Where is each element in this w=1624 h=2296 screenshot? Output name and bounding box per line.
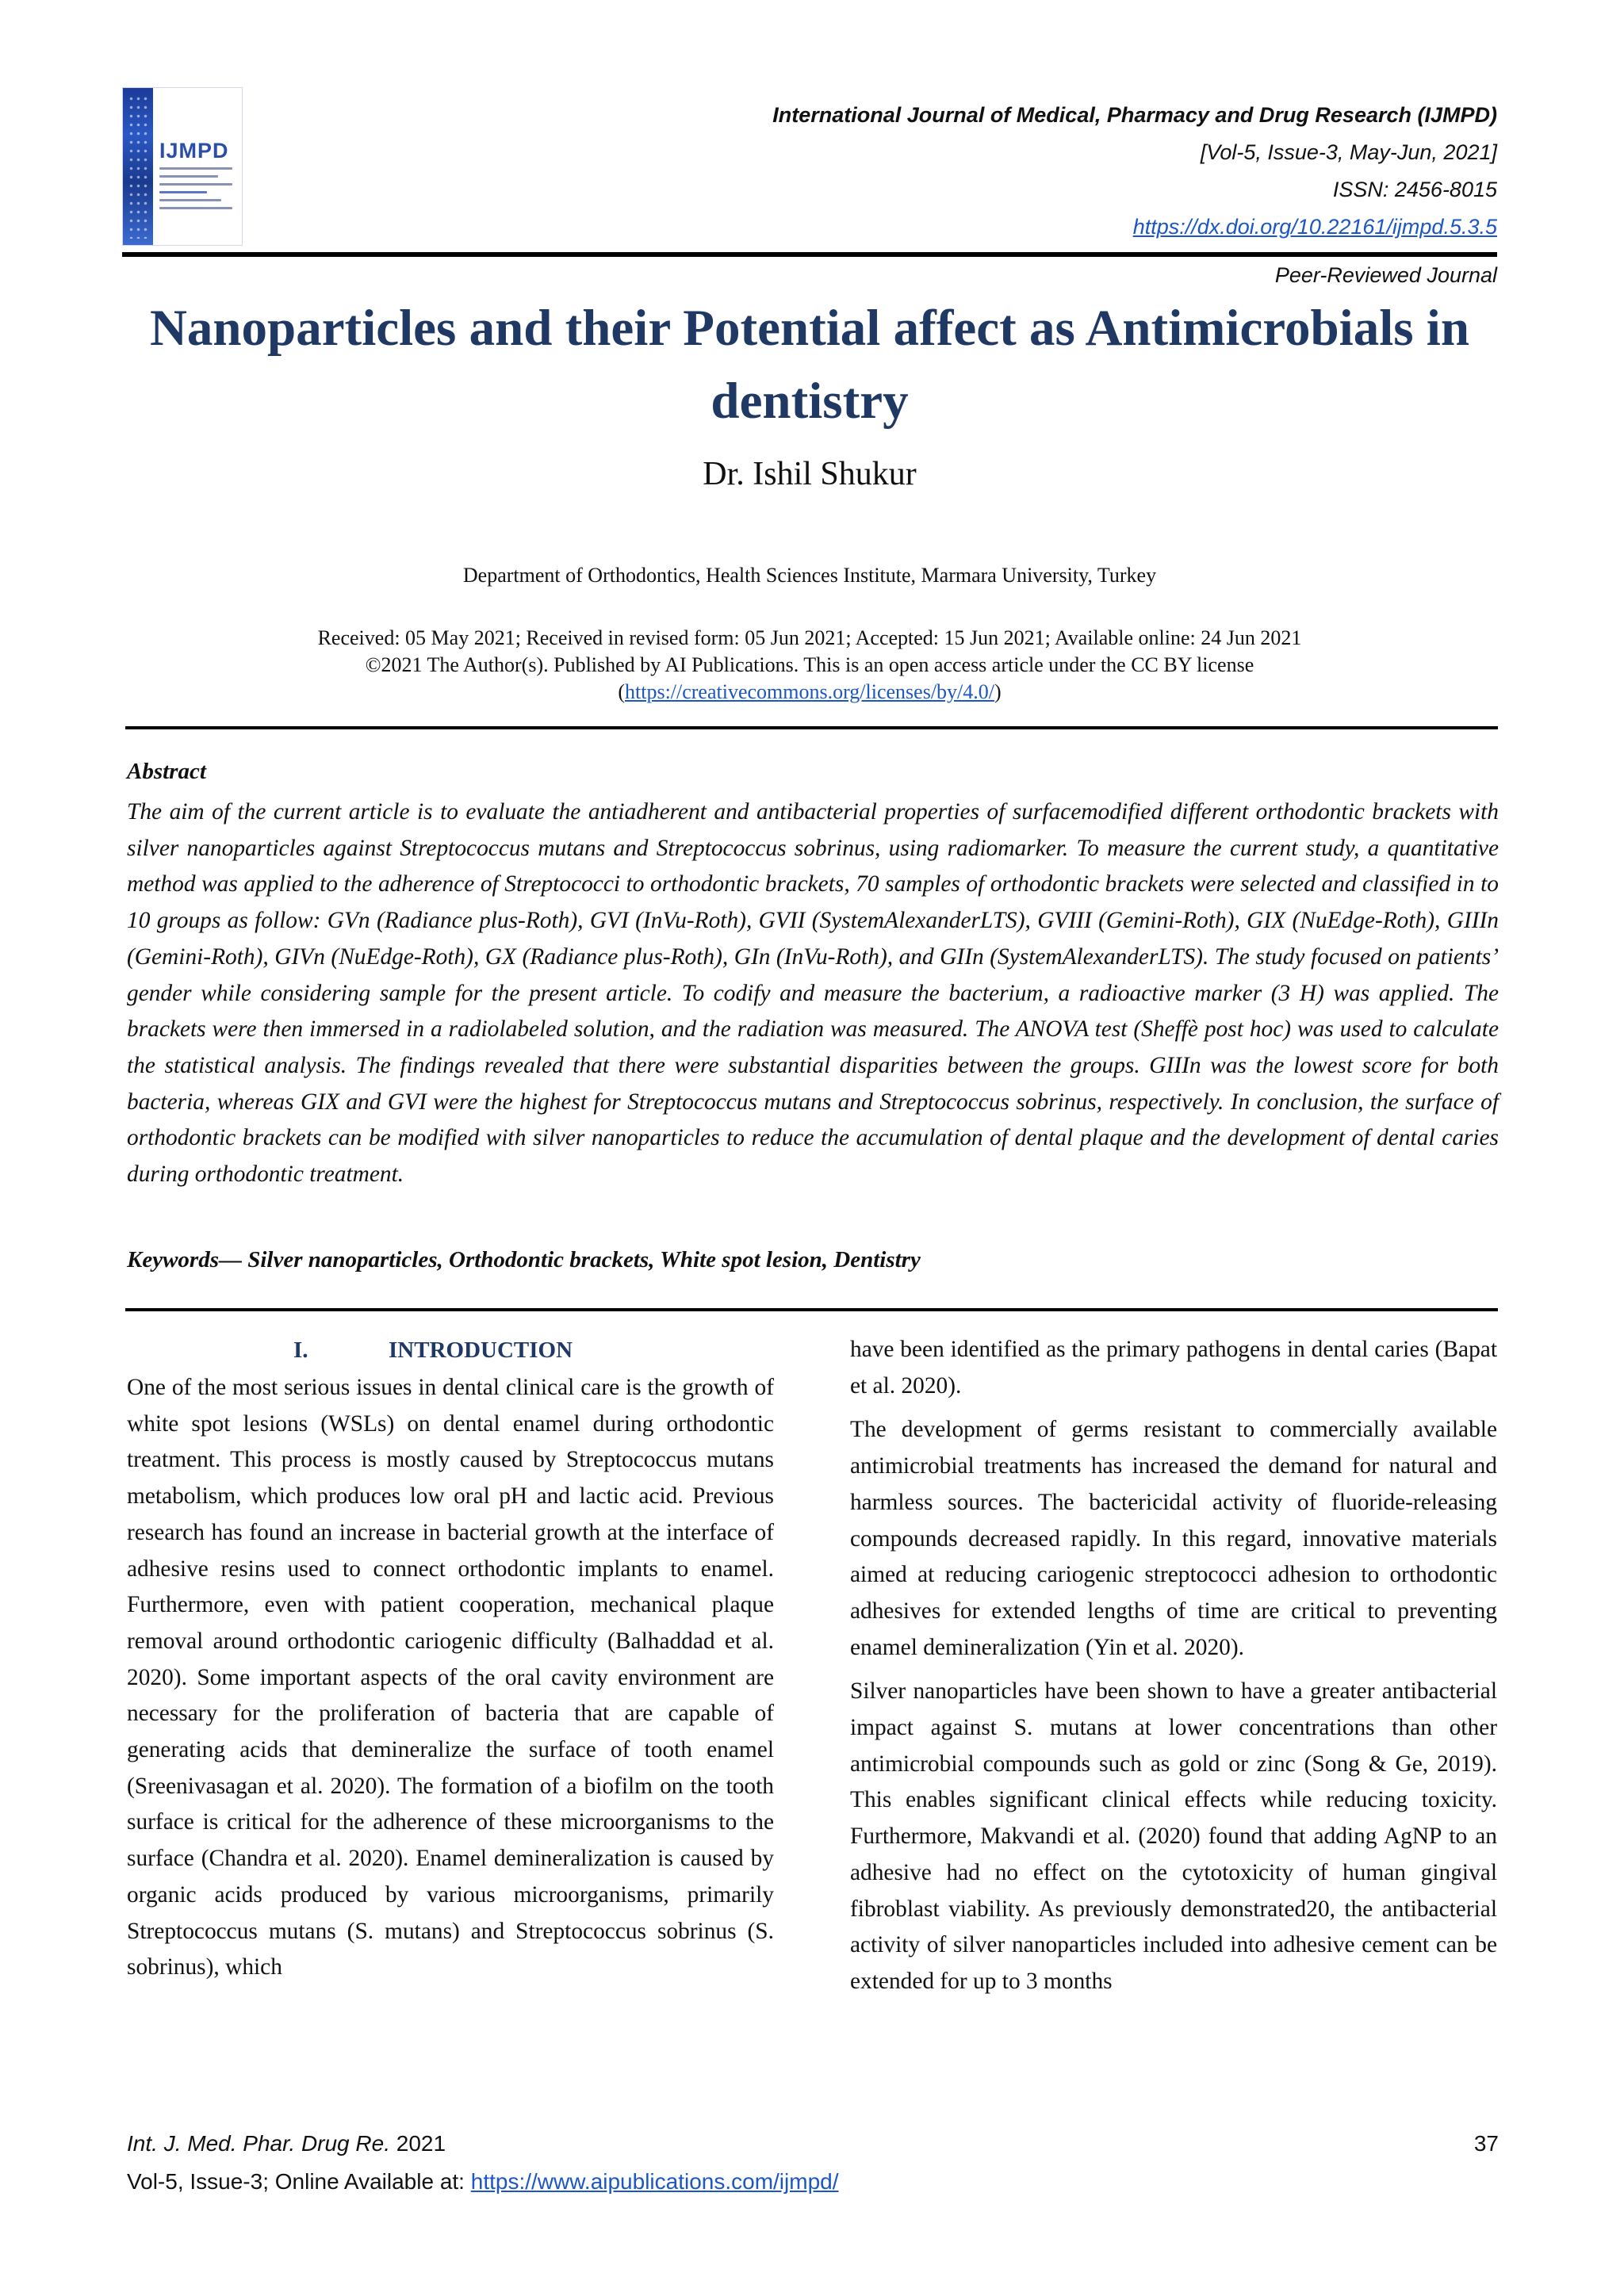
header-rule bbox=[122, 252, 1497, 257]
section-title: INTRODUCTION bbox=[389, 1337, 573, 1363]
paragraph: have been identified as the primary pathogens in dental caries (Bapat et al. 2020). bbox=[850, 1337, 1497, 1399]
section-heading-introduction bbox=[127, 1332, 774, 1368]
page-footer bbox=[127, 2125, 1499, 2201]
journal-logo bbox=[122, 87, 243, 246]
received-dates: Received: 05 May 2021; Received in revised form: 05 Jun 2021; Accepted: 15 Jun 2021; Available online: 24 Jun 2021 bbox=[317, 626, 1302, 649]
article-author: Dr. Ishil Shukur bbox=[703, 456, 917, 492]
abstract-divider bbox=[125, 1308, 1498, 1311]
peer-reviewed-label: Peer-Reviewed Journal bbox=[1274, 263, 1497, 287]
journal-name: International Journal of Medical, Pharmacy and Drug Research (IJMPD) bbox=[772, 103, 1497, 127]
section-number: I. bbox=[293, 1337, 308, 1363]
logo-text: IJMPD bbox=[159, 139, 229, 163]
keywords: Keywords— Silver nanoparticles, Orthodontic brackets, White spot lesion, Dentistry bbox=[127, 1247, 921, 1272]
footer-year: 2021 bbox=[396, 2131, 446, 2156]
footer-url-link[interactable]: https://www.aipublications.com/ijmpd/ bbox=[470, 2169, 839, 2194]
journal-volume: [Vol-5, Issue-3, May-Jun, 2021] bbox=[1200, 140, 1497, 164]
logo-fine-print bbox=[159, 167, 232, 215]
author-affiliation: Department of Orthodontics, Health Sciences Institute, Marmara University, Turkey bbox=[462, 564, 1157, 587]
paragraph: Silver nanoparticles have been shown to have a greater antibacterial impact against S. mutans at lower concentrations than other antimicrobial compounds such as gold or zinc (Song & Ge, 2019). This enables significant clinical effects while reducing toxicity. Furthermore, Makvandi et al. (2020) found that adding AgNP to an adhesive had no effect on the cytotoxicity of human gingival fibroblast viability. As previously demonstrated20, the antibacterial activity of silver nanoparticles included into adhesive cement can be extended for up to 3 months bbox=[850, 1678, 1497, 1994]
article-title: Nanoparticles and their Potential affect as Antimicrobials in dentistry bbox=[149, 300, 1470, 430]
body-column-right bbox=[850, 1332, 1497, 2000]
title-divider bbox=[125, 726, 1498, 729]
journal-issn: ISSN: 2456-8015 bbox=[1332, 178, 1497, 201]
abstract-heading: Abstract bbox=[127, 759, 206, 784]
footer-line-1 bbox=[127, 2125, 1499, 2163]
paragraph: The development of germs resistant to commercially available antimicrobial treatments has increased the demand for natural and harmless sources. The bactericidal activity of fluoride-releasing compounds decreased rapidly. In this regard, innovative materials aimed at reducing cariogenic streptococci adhesion to orthodontic adhesives for extended lengths of time are critical to preventing enamel demineralization (Yin et al. 2020). bbox=[850, 1417, 1497, 1660]
paragraph: One of the most serious issues in dental clinical care is the growth of white spot lesions (WSLs) on dental enamel during orthodontic treatment. This process is mostly caused by Streptococcus mutans metabolism, which produces low oral pH and lactic acid. Previous research has found an increase in bacterial growth at the interface of adhesive resins used to connect orthodontic implants to enamel. Furthermore, even with patient cooperation, mechanical plaque removal around orthodontic cariogenic difficulty (Balhaddad et al. 2020). Some important aspects of the oral cavity environment are necessary for the proliferation of bacteria that are capable of generating acids that demineralize the surface of tooth enamel (Sreenivasagan et al. 2020). The formation of a biofilm on the tooth surface is critical for the adherence of these microorganisms to the surface (Chandra et al. 2020). Enamel demineralization is caused by organic acids produced by various microorganisms, primarily Streptococcus mutans (S. mutans) and Streptococcus sobrinus (S. sobrinus), which bbox=[127, 1375, 774, 1980]
license-link[interactable]: https://creativecommons.org/licenses/by/4.0/ bbox=[625, 680, 994, 703]
footer-line-2 bbox=[127, 2163, 1499, 2201]
journal-info bbox=[772, 97, 1497, 246]
doi-link[interactable]: https://dx.doi.org/10.22161/ijmpd.5.3.5 bbox=[1132, 215, 1497, 239]
license-statement: ©2021 The Author(s). Published by AI Publications. This is an open access article under the CC BY license bbox=[365, 653, 1254, 676]
abstract-text: The aim of the current article is to evaluate the antiadherent and antibacterial properties of surfacemodified different orthodontic brackets with silver nanoparticles against Streptococcus mutans and Streptococcus sobrinus, using radiomarker. To measure the current study, a quantitative method was applied to the adherence of Streptococci to orthodontic brackets, 70 samples of orthodontic brackets were selected and classified in to 10 groups as follow: GVn (Radiance plus-Roth), GVI (InVu-Roth), GVII (SystemAlexanderLTS), GVIII (Gemini-Roth), GIX (NuEdge-Roth), GIIIn (Gemini-Roth), GIVn (NuEdge-Roth), GX (Radiance plus-Roth), GIn (InVu-Roth), and GIIn (SystemAlexanderLTS). The study focused on patients’ gender while considering sample for the present article. To codify and measure the bacterium, a radioactive marker (3 H) was applied. The brackets were then immersed in a radiolabeled solution, and the radiation was measured. The ANOVA test (Sheffè post hoc) was used to calculate the statistical analysis. The findings revealed that there were substantial disparities between the groups. GIIIn was the lowest score for both bacteria, whereas GIX and GVI were the highest for Streptococcus mutans and Streptococcus sobrinus, respectively. In conclusion, the surface of orthodontic brackets can be modified with silver nanoparticles to reduce the accumulation of dental plaque and the development of dental caries during orthodontic treatment. bbox=[127, 799, 1499, 1188]
page-number: 37 bbox=[1473, 2131, 1499, 2156]
article-dates-license bbox=[122, 625, 1497, 706]
license-link-line bbox=[122, 679, 1497, 706]
body-column-left bbox=[127, 1332, 774, 1986]
footer-availability: Vol-5, Issue-3; Online Available at: bbox=[127, 2169, 465, 2194]
footer-journal-abbrev: Int. J. Med. Phar. Drug Re. bbox=[127, 2131, 390, 2156]
paren-open: ( bbox=[618, 680, 625, 703]
logo-stripe bbox=[123, 88, 153, 245]
paren-close: ) bbox=[994, 680, 1002, 703]
